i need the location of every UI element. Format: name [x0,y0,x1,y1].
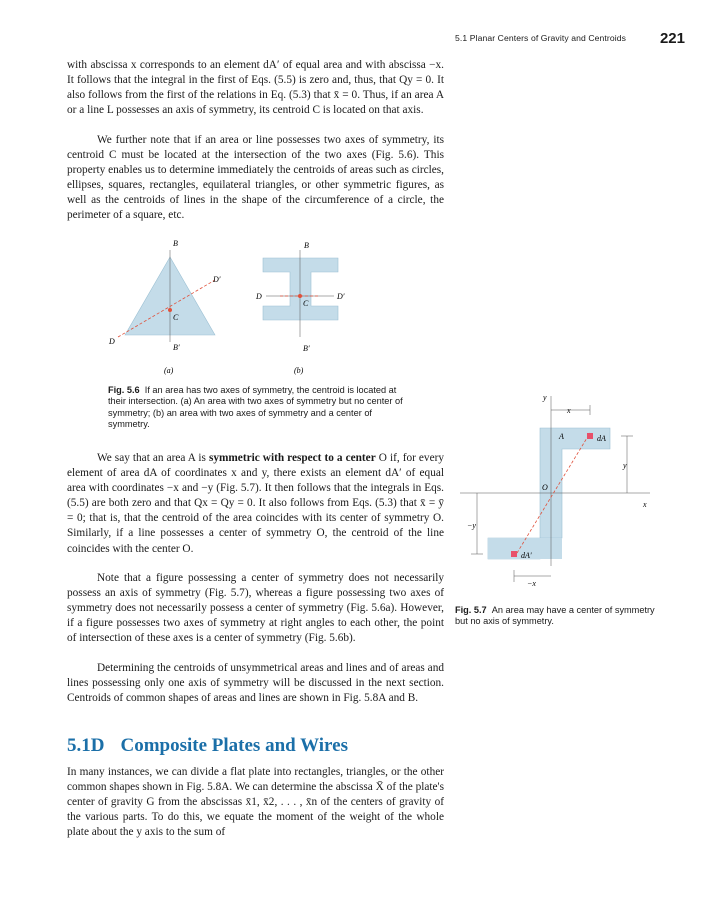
label-bprime-b: B′ [303,344,310,353]
header-section: 5.1 Planar Centers of Gravity and Centroids [455,33,627,43]
section-heading [67,735,364,757]
sub-b: (b) [294,366,304,375]
centroid-b-dot [298,294,302,298]
sub-a: (a) [164,366,174,375]
paragraph-6: In many instances, we can divide a flat plate into rectangles, triangles, or the other common shapes shown in Fig. 5.8A. We can determine the abscissa X̄ of the plate's center of gravity G from the abscissas x̄1, x̄2, . . . , x̄n of the centers of gravity of the various parts. To do this, we equate the moment of the weight of the whole plate about the y axis to the sum of [67,766,444,839]
fig-5-6-caption-text: If an area has two axes of symmetry, the centroid is located at their intersection. (a) An area with two axes of symmetry but no center of symmetry; (b) an area with two axes of symmetry and a center of symmetry. [108,385,403,430]
paragraph-2: We further note that if an area or line possesses two axes of symmetry, its centroid C must be located at the intersection of the two axes (Fig. 5.6). This property enables us to determine immediately the centroids of areas such as circles, ellipses, squares, rectangles, equilateral triangles, or other symmetric figures, as well as the centroids of lines in the shape of the circumference of a circle, the perimeter of a square, etc. [67,134,444,222]
label-negx-bottom: −x [527,579,536,588]
label-y-right: y [623,461,627,470]
page-number: 221 [659,30,685,47]
label-da-prime: dA′ [521,551,532,560]
label-bprime-a: B′ [173,343,180,352]
label-a: A [559,432,564,441]
paragraph-4: Note that a figure possessing a center of symmetry does not necessarily possess an axis of symmetry (Fig. 5.7), whereas a figure possessing two axes of symmetry does not necessarily possess a center of symmetry (Fig. 5.6a). However, if a figure possesses two axes of symmetry at right angles to each other, the point of intersection of these axes is a center of symmetry (Fig. 5.6b). [67,572,444,645]
fig-5-7-diagram [455,388,660,598]
label-c-a: C [173,313,179,322]
label-o: O [542,483,548,492]
label-negy-left: −y [467,521,476,530]
running-header [455,30,685,50]
label-b-a: B [173,239,178,248]
label-dprime-a: D′ [213,275,221,284]
paragraph-1: with abscissa x corresponds to an element dA′ of equal area and with abscissa −x. It follows that the integral in the first of Eqs. (5.5) is zero and, thus, that Qy = 0. It also follows from the first of the relations in Eq. (5.3) that x̄ = 0. Thus, if an area A or a line L possesses an axis of symmetry, its centroid C is located on that axis. [67,59,444,117]
centroid-a-dot [168,308,172,312]
fig-5-7-caption-text: An area may have a center of symmetry but no axis of symmetry. [455,605,655,627]
fig-5-6-caption [108,385,408,431]
da-prime-mark [511,551,517,557]
i-beam-area [263,258,338,320]
label-x-axis: x [643,500,647,509]
section-number: 5.1D [67,735,105,756]
p3-post: O if, for every element of area dA of coordinates x and y, there exists an element dA′ of equal area with coordinates −x and −y (Fig. 5.7). It then follows that the integrals in Eqs. (5.5) are both zero and that Qx = Qy = 0. It also follows from Eqs. (5.3) that x̄ = ȳ = 0; that is, that the centroid of the area coincides with its center of symmetry O. Similarly, if a line possesses a center of symmetry O, the centroid of the line coincides with the center O. [67,452,444,555]
paragraph-5: Determining the centroids of unsymmetrical areas and lines and of areas and lines possessing only one axis of symmetry will be discussed in the next section. Centroids of common shapes of areas and lines are shown in Fig. 5.8A and B. [67,662,444,705]
label-y-axis: y [543,393,547,402]
fig-5-7-label: Fig. 5.7 [455,605,487,615]
da-mark [587,433,593,439]
label-d-b: D [256,292,262,301]
label-c-b: C [303,299,309,308]
label-d-a: D [109,337,115,346]
p3-bold: symmetric with respect to a center [208,452,376,464]
fig-5-6-diagram [100,232,380,382]
section-title: Composite Plates and Wires [120,735,348,756]
label-dprime-b: D′ [337,292,345,301]
label-x-top: x [567,406,571,415]
fig-5-7-caption [455,605,660,628]
p3-pre: We say that an area A is [97,452,209,464]
label-da: dA [597,434,606,443]
fig-5-6-label: Fig. 5.6 [108,385,140,395]
label-b-b: B [304,241,309,250]
paragraph-3 [67,451,444,557]
